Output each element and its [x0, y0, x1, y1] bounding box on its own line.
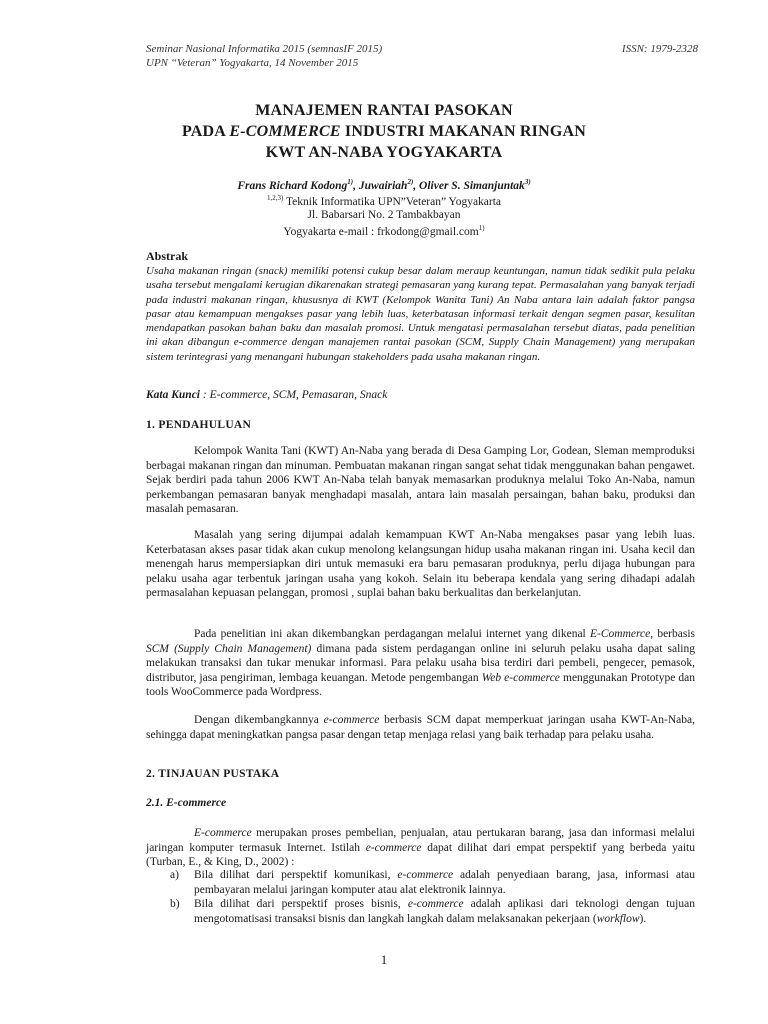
- abstract-text: Usaha makanan ringan (snack) memiliki potensi cukup besar dalam meraup keuntungan, namun tidak sedikit pula pelaku usaha tersebut mengalami kerugian dikarenakan strategi pemasaran yang kurang tepat. Permasalahan yang banyak terjadi pada industri makanan ringan, khususnya di KWT (Kelompok Wanita Tani) An Naba antara lain adalah faktor pangsa pasar atau kemampuan mengakses pasar yang lebih luas, keterbatasan informasi terkait dengan segmen pasar, kesulitan mendapatkan pasokan bahan baku dan masalah promosi. Untuk mengatasi permasalahan tersebut diatas, pada penelitian ini akan dibangun e-commerce dengan manajemen rantai pasokan (SCM, Supply Chain Management) yang merupakan sistem terintegrasi yang menangani hubungan stakeholders pada usaha makanan ringan.: [146, 265, 695, 363]
- paragraph: [146, 713, 695, 742]
- conference-name: Seminar Nasional Informatika 2015 (semnasIF 2015): [146, 43, 383, 55]
- list-text: Bila dilihat dari perspektif komunikasi,: [194, 869, 398, 881]
- title-line-2-part: PADA: [181, 123, 230, 140]
- list-italic: workflow: [596, 912, 640, 925]
- paragraph-italic: E-Commerce: [589, 628, 651, 640]
- paragraph-italic: Web e-commerce: [481, 671, 560, 684]
- paragraph-text: , berbasis: [650, 628, 696, 640]
- author-separator: ,: [413, 179, 420, 192]
- section-heading: 2. TINJAUAN PUSTAKA: [146, 768, 280, 780]
- title-line-2: [0, 121, 768, 142]
- list-text: Bila dilihat dari perspektif proses bisnis,: [194, 898, 408, 910]
- author-name: Oliver S. Simanjuntak: [419, 179, 525, 192]
- subsection-number: 2.1.: [146, 797, 167, 809]
- keywords-label: Kata Kunci: [146, 389, 201, 401]
- affiliation-line-3: [0, 224, 768, 238]
- issn-label: ISSN: 1979-2328: [621, 43, 698, 55]
- paper-title: [0, 100, 768, 163]
- paragraph-text: merupakan proses pembelian, penjualan, atau pertukaran barang, jasa dan informasi melalui jaringan komputer termasuk Internet. Istilah: [146, 827, 695, 854]
- paragraph-italic: e-commerce: [365, 841, 422, 854]
- running-header-left: [146, 42, 382, 70]
- paragraph-text: berbasis SCM dapat memperkuat jaringan usaha KWT-An-Naba, sehingga dapat meningkatkan pangsa pasar dengan tetap menjaga relasi yang baik terhadap para pelaku usaha.: [146, 714, 695, 741]
- abstract-heading: Abstrak: [146, 249, 189, 263]
- list-italic: e-commerce: [397, 869, 454, 881]
- paragraph-italic: SCM (Supply Chain Management): [146, 642, 312, 655]
- paragraph-italic: e-commerce: [323, 714, 380, 726]
- author-name: Frans Richard Kodong: [237, 179, 348, 192]
- title-line-1: MANAJEMEN RANTAI PASOKAN: [255, 102, 513, 119]
- list-item-text: [194, 868, 695, 897]
- subsection-heading: [146, 797, 226, 809]
- affiliation-sup: 1,2,3): [266, 194, 284, 202]
- section-heading: 1. PENDAHULUAN: [146, 419, 252, 431]
- title-line-2-part: INDUSTRI MAKANAN RINGAN: [340, 123, 586, 140]
- author-separator: ,: [353, 179, 359, 192]
- list-marker: b): [170, 898, 180, 910]
- paragraph: Masalah yang sering dijumpai adalah kemampuan KWT An-Naba mengakses pasar yang lebih luas. Keterbatasan akses pasar tidak akan cukup menolong kelangsungan hidup usaha makanan ringan ini. Usaha kecil dan menengah harus mempersiapkan diri untuk memasuki era baru pemasaran produknya, perlu dijaga hubungan para pelaku usaha agar terbentuk jaringan usaha yang kokoh. Selain itu beberapa kendala yang sering dihadapi adalah permasalahan kepuasan pelanggan, promosi , suplai bahan baku berkualitas dan berkelanjutan.: [146, 529, 695, 599]
- author-sup: 3): [524, 178, 531, 186]
- paragraph-text: menggunakan Prototype dan tools WooCommerce pada Wordpress.: [146, 671, 696, 698]
- subsection-title: E-commerce: [166, 797, 227, 809]
- keywords-text: : E-commerce, SCM, Pemasaran, Snack: [200, 389, 388, 401]
- affiliation-text: Teknik Informatika UPN”Veteran” Yogyakarta: [283, 195, 502, 208]
- paragraph: [146, 826, 695, 870]
- author-name: Juwairiah: [358, 179, 408, 192]
- affiliation-line-2: Jl. Babarsari No. 2 Tambakbayan: [307, 209, 461, 221]
- author-sup: 2): [407, 178, 414, 186]
- page-number: 1: [380, 952, 388, 967]
- affiliation-line-1: [0, 194, 768, 208]
- paragraph-italic: E-commerce: [194, 827, 252, 839]
- list-marker: a): [170, 869, 179, 881]
- title-line-3: KWT AN-NABA YOGYAKARTA: [265, 144, 503, 161]
- paragraph-text: Dengan dikembangkannya: [194, 714, 324, 726]
- paragraph-text: Pada penelitian ini akan dikembangkan perdagangan melalui internet yang dikenal: [194, 628, 590, 640]
- keywords: [146, 389, 387, 401]
- list-text: ).: [639, 912, 647, 925]
- paragraph-text: dapat dilihat dari empat perspektif yang berbeda yaitu (Turban, E., & King, D., 2002) :: [146, 841, 695, 868]
- paragraph: Kelompok Wanita Tani (KWT) An-Naba yang berada di Desa Gamping Lor, Godean, Sleman memproduksi berbagai makanan ringan dan minuman. Pembuatan makanan ringan sangat sehat tidak menggunakan bahan pengawet. Sejak berdiri pada tahun 2006 KWT An-Naba telah banyak memasarkan produknya melalui Toko An-Naba, namun perkembangan pemasaran banyak menghadapi masalah, antara lain masalah persaingan, bahan baku, produksi dan masalah pemasaran.: [146, 445, 695, 515]
- list-text: adalah aplikasi dari teknologi dengan tujuan mengotomatisasi transaksi bisnis dan langkah langkah dalam melaksanakan pekerjaan (: [194, 898, 695, 925]
- conference-venue: UPN “Veteran” Yogyakarta, 14 November 2015: [146, 57, 359, 69]
- list-italic: e-commerce: [407, 898, 464, 910]
- list-text: adalah penyediaan barang, jasa, informasi atau pembayaran melalui jaringan komputer atau alat elektronik lainnya.: [194, 869, 695, 896]
- list-item-text: [194, 897, 695, 926]
- paragraph-text: dimana pada sistem perdagangan online ini seluruh pelaku usaha dapat saling melakukan transaksi dan tukar menukar informasi. Para pelaku usaha bisa terdiri dari pembeli, pengecer, pemasok, distributor, jasa pengiriman, lembaga keuangan. Metode pengembangan: [146, 642, 695, 684]
- affiliation-email: Yogyakarta e-mail : frkodong@gmail.com: [283, 225, 479, 238]
- title-line-2-italic: E-COMMERCE: [229, 123, 341, 140]
- author-sup: 1): [347, 178, 354, 186]
- author-list: [0, 178, 768, 192]
- affiliation-sup: 1): [478, 224, 485, 232]
- paragraph: [146, 627, 695, 700]
